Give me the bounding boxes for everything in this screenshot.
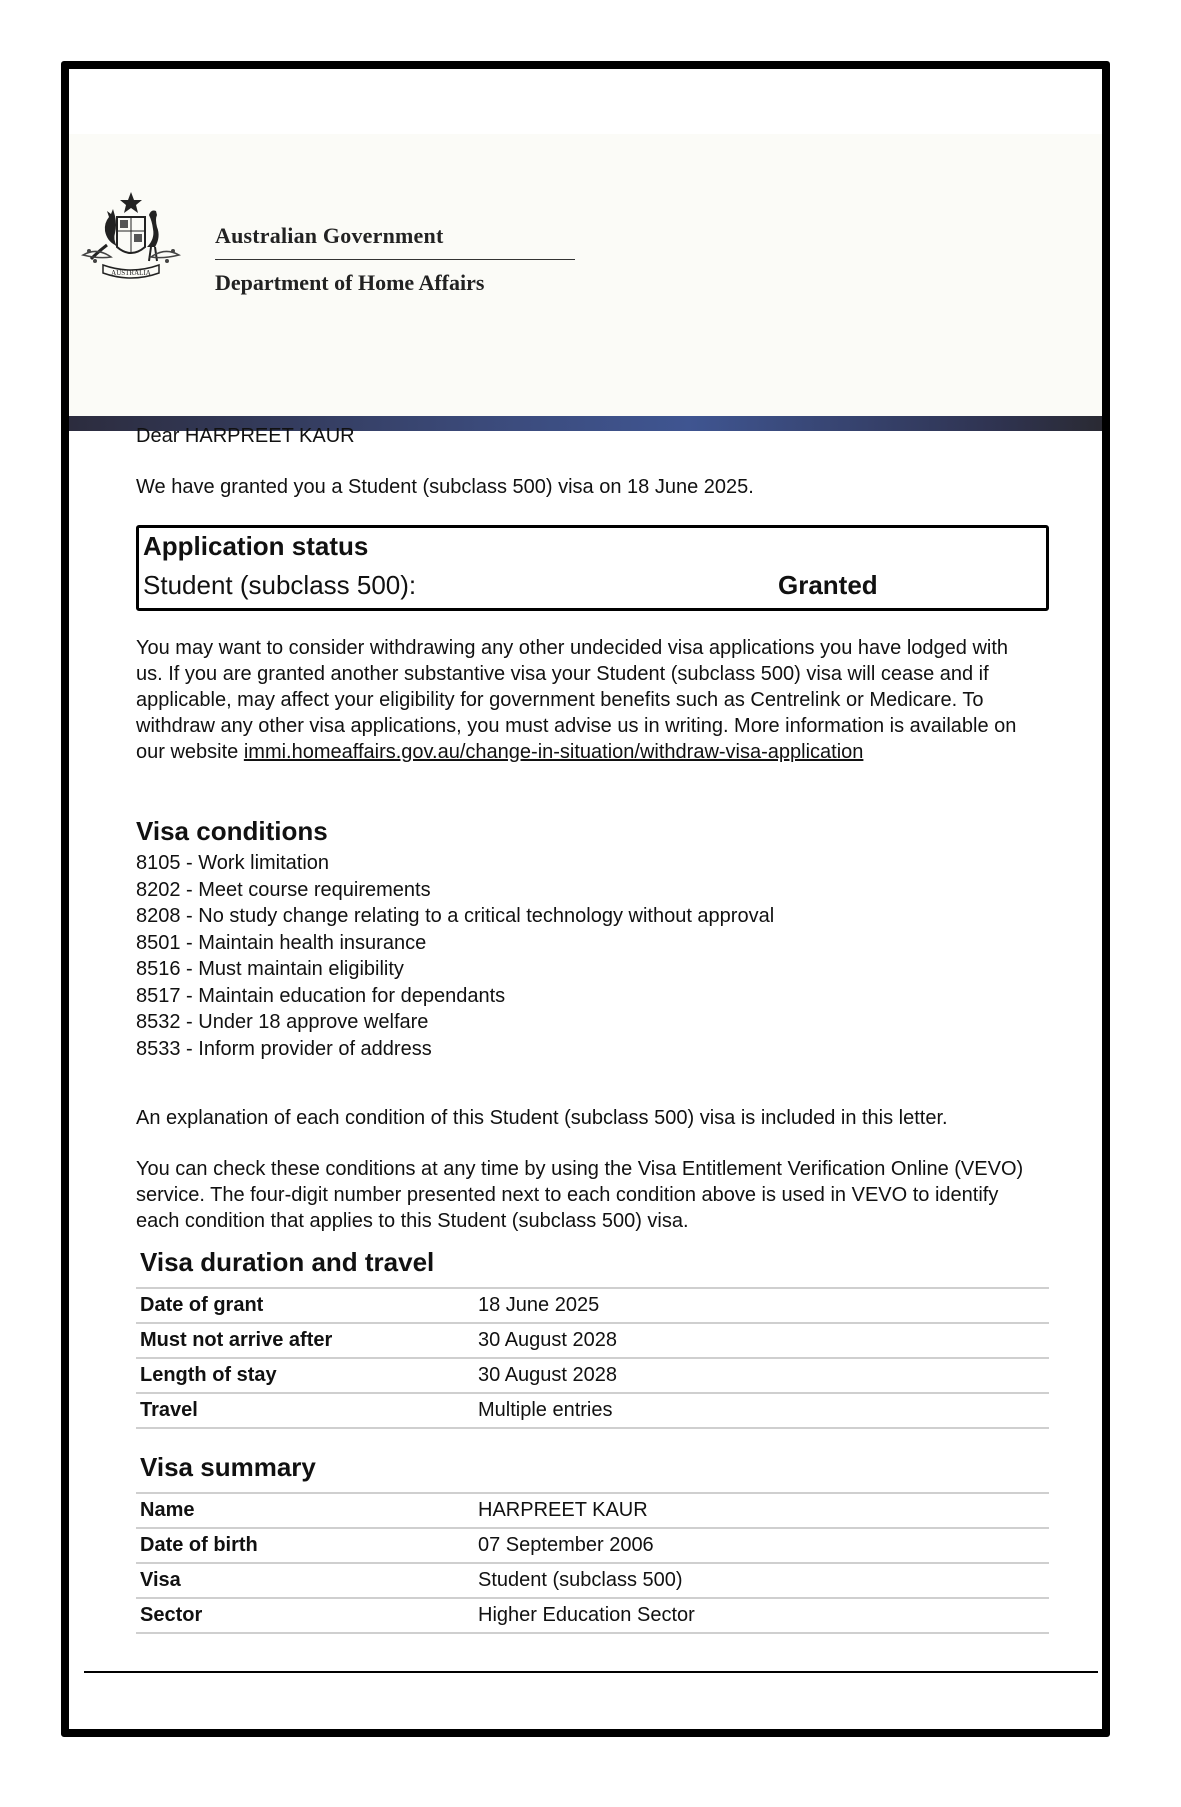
summary-table — [136, 1492, 1049, 1634]
withdraw-paragraph — [136, 635, 1036, 765]
row-key: Date of grant — [136, 1288, 474, 1323]
table-row — [136, 1288, 1049, 1323]
row-value: 30 August 2028 — [474, 1358, 1049, 1393]
table-row — [136, 1323, 1049, 1358]
condition-item: 8533 - Inform provider of address — [136, 1037, 432, 1060]
withdraw-link[interactable]: immi.homeaffairs.gov.au/change-in-situation/withdraw-visa-application — [243, 741, 864, 763]
status-value: Granted — [778, 570, 878, 600]
row-value: Multiple entries — [474, 1393, 1049, 1428]
condition-item: 8501 - Maintain health insurance — [136, 931, 427, 954]
letterhead-divider — [215, 259, 575, 260]
row-value: 07 September 2006 — [474, 1528, 1049, 1563]
condition-item: 8532 - Under 18 approve welfare — [136, 1011, 429, 1033]
table-row — [136, 1563, 1049, 1598]
row-key: Date of birth — [136, 1528, 474, 1563]
row-key: Length of stay — [136, 1358, 474, 1393]
footer-divider — [84, 1671, 1098, 1673]
table-row — [136, 1393, 1049, 1428]
grant-statement: We have granted you a Student (subclass 500) visa on 18 June 2025. — [136, 476, 754, 498]
table-row — [136, 1493, 1049, 1528]
withdraw-text: You may want to consider withdrawing any other undecided visa applications you have lodged with us. If you are granted another substantive visa your Student (subclass 500) visa will cease and if applicable, may affect your eligibility for government benefits such as Centrelink or Medicare. To withdraw any other visa applications, you must advise us in writing. More information is available on our website — [136, 637, 1017, 763]
row-key: Must not arrive after — [136, 1323, 474, 1358]
condition-item: 8208 - No study change relating to a critical technology without approval — [136, 905, 775, 927]
svg-text:AUSTRALIA: AUSTRALIA — [111, 269, 151, 277]
table-row — [136, 1358, 1049, 1393]
row-key: Name — [136, 1493, 474, 1528]
department-name: Department of Home Affairs — [215, 270, 485, 295]
conditions-title: Visa conditions — [136, 816, 328, 846]
conditions-explanation: An explanation of each condition of this Student (subclass 500) visa is included in this letter. — [136, 1107, 948, 1129]
row-value: HARPREET KAUR — [474, 1493, 1049, 1528]
table-row — [136, 1528, 1049, 1563]
row-value: Student (subclass 500) — [474, 1563, 1049, 1598]
coat-of-arms-icon — [77, 189, 185, 289]
row-value: 30 August 2028 — [474, 1323, 1049, 1358]
row-key: Visa — [136, 1563, 474, 1598]
government-name: Australian Government — [215, 223, 444, 248]
status-label: Student (subclass 500): — [143, 570, 417, 600]
row-value: 18 June 2025 — [474, 1288, 1049, 1323]
condition-item: 8105 - Work limitation — [136, 852, 330, 874]
letter-page — [61, 61, 1110, 1737]
row-value: Higher Education Sector — [474, 1598, 1049, 1633]
duration-table — [136, 1287, 1049, 1429]
conditions-list — [136, 850, 774, 1062]
table-row — [136, 1598, 1049, 1633]
summary-title: Visa summary — [140, 1452, 316, 1482]
vevo-paragraph: You can check these conditions at any time by using the Visa Entitlement Verification Online (VEVO) service. The four-digit number presented next to each condition above is used in VEVO to identify each condition that applies to this Student (subclass 500) visa. — [136, 1158, 1024, 1232]
duration-title: Visa duration and travel — [140, 1247, 435, 1277]
condition-item: 8517 - Maintain education for dependants — [136, 984, 506, 1007]
application-status-box — [136, 525, 1049, 611]
row-key: Sector — [136, 1598, 474, 1633]
status-title: Application status — [143, 531, 369, 561]
condition-item: 8516 - Must maintain eligibility — [136, 958, 404, 980]
salutation: Dear HARPREET KAUR — [136, 425, 355, 447]
condition-item: 8202 - Meet course requirements — [136, 878, 431, 901]
row-key: Travel — [136, 1393, 474, 1428]
